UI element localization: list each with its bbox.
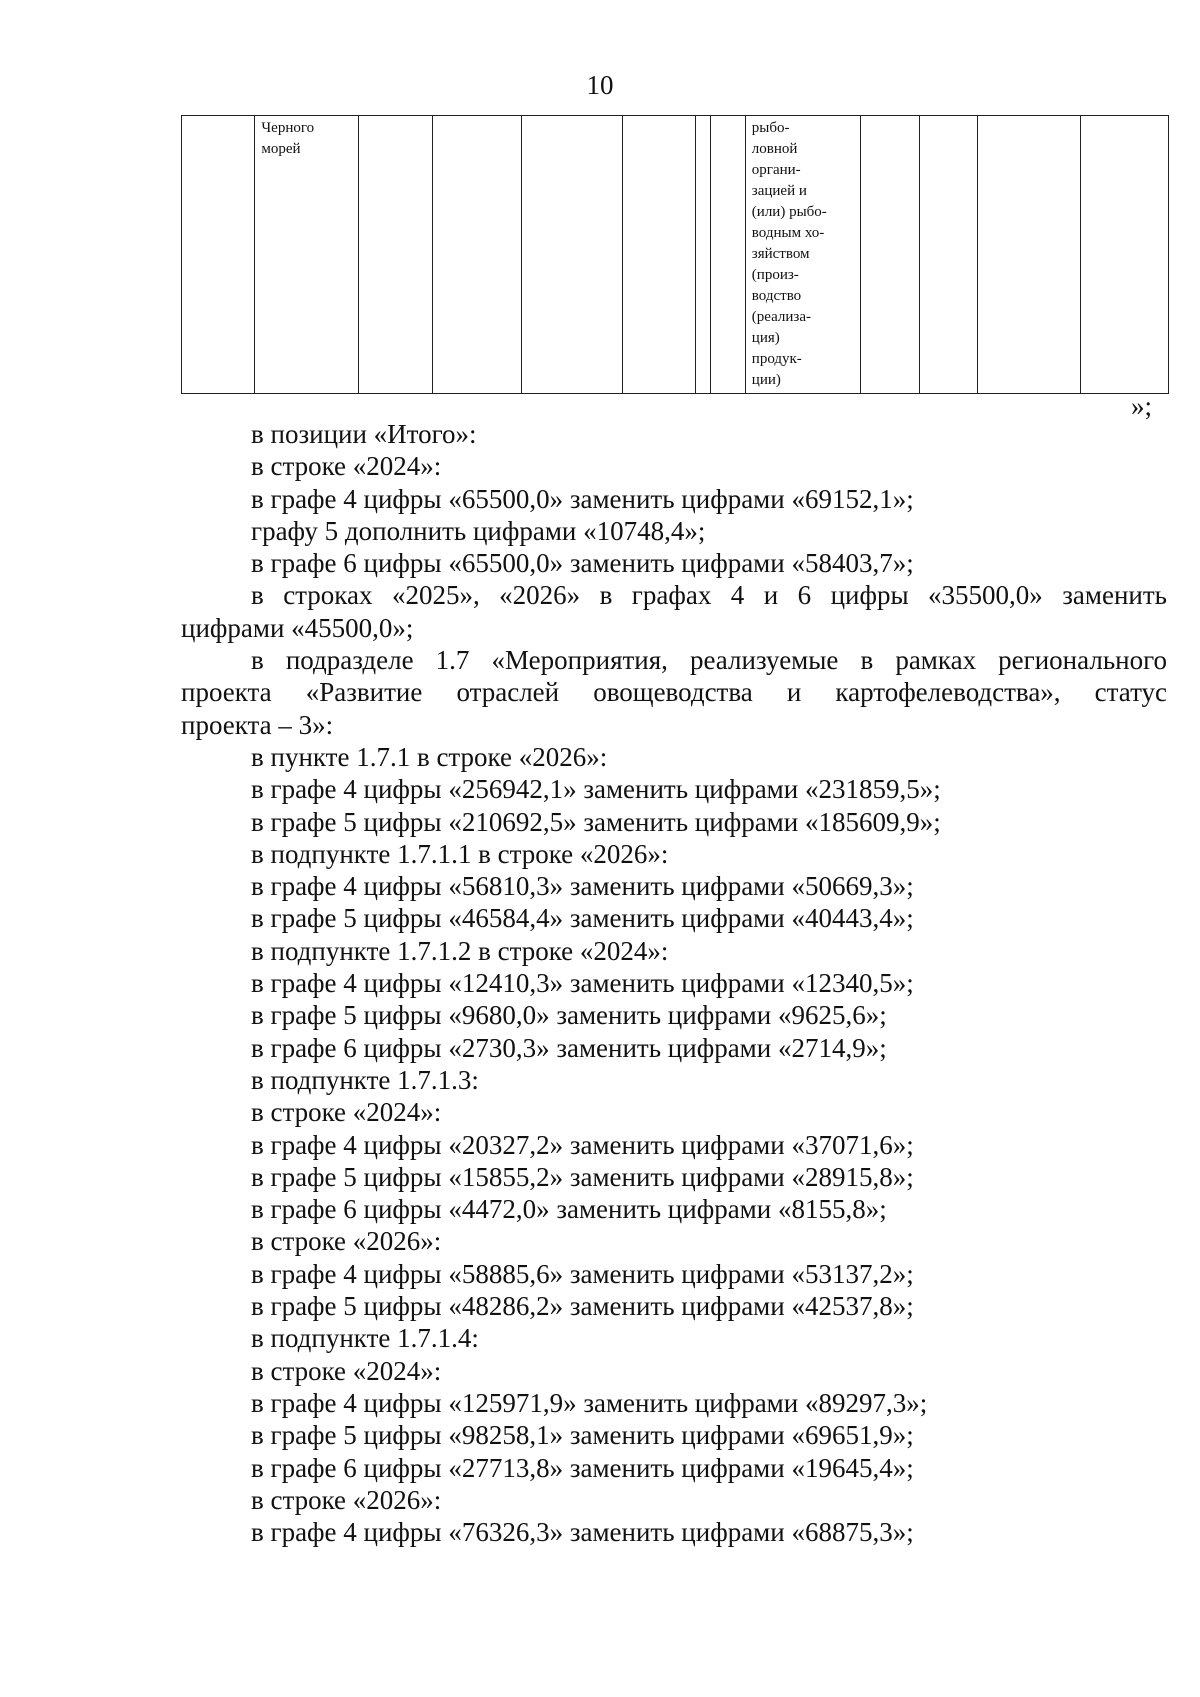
text-line: в строке «2026»: bbox=[251, 1484, 442, 1515]
table-row bbox=[182, 116, 1169, 394]
table-cell bbox=[182, 116, 255, 394]
text-line: в графе 5 цифры «15855,2» заменить цифрами «28915,8»; bbox=[251, 1161, 914, 1192]
table-cell bbox=[861, 116, 920, 394]
text-line: в графе 4 цифры «56810,3» заменить цифрами «50669,3»; bbox=[251, 871, 914, 902]
closing-quote: »; bbox=[1130, 391, 1152, 421]
text-line: проекта – 3»: bbox=[181, 709, 334, 740]
text-line: в графе 4 цифры «12410,3» заменить цифрами «12340,5»; bbox=[251, 968, 914, 999]
table-cell bbox=[745, 116, 860, 394]
table-cell bbox=[623, 116, 695, 394]
text-line: в строках «2025», «2026» в графах 4 и 6 цифры «35500,0» заменить bbox=[251, 580, 1167, 611]
table-cell bbox=[695, 116, 710, 394]
table-cell bbox=[521, 116, 623, 394]
text-line: в графе 5 цифры «46584,4» заменить цифрами «40443,4»; bbox=[251, 903, 914, 934]
text-line: в графе 6 цифры «27713,8» заменить цифрами «19645,4»; bbox=[251, 1452, 914, 1483]
cell-seas-text: Черного морей bbox=[261, 120, 315, 157]
text-line: в подпункте 1.7.1.4: bbox=[251, 1323, 479, 1354]
text-line: в графе 5 цифры «9680,0» заменить цифрами «9625,6»; bbox=[251, 1000, 887, 1031]
text-line: в графе 5 цифры «210692,5» заменить цифрами «185609,9»; bbox=[251, 806, 941, 837]
table-fragment bbox=[181, 115, 1169, 394]
text-line: в строке «2026»: bbox=[251, 1226, 442, 1257]
text-line: в подпункте 1.7.1.1 в строке «2026»: bbox=[251, 838, 669, 869]
text-line: в подпункте 1.7.1.3: bbox=[251, 1064, 479, 1095]
text-line: в графе 5 цифры «98258,1» заменить цифрами «69651,9»; bbox=[251, 1420, 914, 1451]
text-line: графу 5 дополнить цифрами «10748,4»; bbox=[251, 515, 706, 546]
text-line: в графе 6 цифры «4472,0» заменить цифрами «8155,8»; bbox=[251, 1194, 887, 1225]
text-line: в графе 4 цифры «125971,9» заменить цифрами «89297,3»; bbox=[251, 1387, 928, 1418]
text-line: в подпункте 1.7.1.2 в строке «2024»: bbox=[251, 935, 669, 966]
table-cell bbox=[359, 116, 432, 394]
text-line: в графе 4 цифры «256942,1» заменить цифрами «231859,5»; bbox=[251, 774, 941, 805]
text-line: проекта «Развитие отраслей овощеводства и картофелеводства», статус bbox=[181, 677, 1167, 708]
text-line: в строке «2024»: bbox=[251, 1097, 442, 1128]
text-line: в графе 4 цифры «20327,2» заменить цифрами «37071,6»; bbox=[251, 1129, 914, 1160]
text-line: в строке «2024»: bbox=[251, 1355, 442, 1386]
text-line: в позиции «Итого»: bbox=[251, 419, 477, 449]
document-body bbox=[181, 418, 1167, 1548]
text-line: в графе 6 цифры «2730,3» заменить цифрами «2714,9»; bbox=[251, 1032, 887, 1063]
text-line: в строке «2024»: bbox=[251, 451, 442, 482]
table-cell bbox=[920, 116, 978, 394]
cell-production-text: рыбо- ловной органи- зацией и (или) рыбо- водным хо- зяйством (произ- водство (реализа- ция) продук- ции) bbox=[751, 120, 827, 388]
text-line: в пункте 1.7.1 в строке «2026»: bbox=[251, 741, 608, 772]
table-cell bbox=[978, 116, 1081, 394]
table-cell bbox=[711, 116, 746, 394]
text-line: цифрами «45500,0»; bbox=[181, 612, 414, 643]
text-line: в графе 4 цифры «58885,6» заменить цифрами «53137,2»; bbox=[251, 1258, 914, 1289]
text-line: в графе 6 цифры «65500,0» заменить цифрами «58403,7»; bbox=[251, 548, 914, 579]
text-line: в графе 5 цифры «48286,2» заменить цифрами «42537,8»; bbox=[251, 1291, 914, 1322]
table-cell bbox=[1081, 116, 1169, 394]
page-number: 10 bbox=[586, 70, 614, 100]
text-line: в подразделе 1.7 «Мероприятия, реализуемые в рамках регионального bbox=[251, 645, 1167, 676]
table-cell bbox=[432, 116, 521, 394]
text-line: в графе 4 цифры «76326,3» заменить цифрами «68875,3»; bbox=[251, 1517, 914, 1548]
table-cell bbox=[255, 116, 359, 394]
text-line: в графе 4 цифры «65500,0» заменить цифрами «69152,1»; bbox=[251, 483, 914, 514]
